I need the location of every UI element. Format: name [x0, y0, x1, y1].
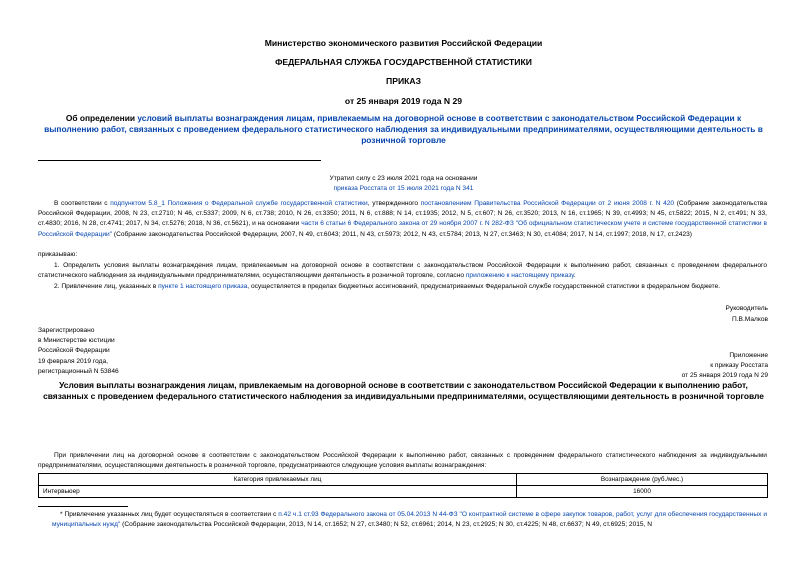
preamble-paragraph — [38, 199, 767, 240]
status-note-line1: Утратил силу с 23 июля 2021 года на основании — [329, 175, 478, 182]
signature-role: Руководитель — [725, 305, 768, 312]
registration-line-3: Российской Федерации — [38, 347, 110, 355]
document-title — [40, 113, 767, 146]
preamble-text-2: , утвержденного — [367, 200, 421, 207]
title-prefix: Об определении — [65, 113, 138, 123]
status-note-link[interactable]: приказа Росстата от 15 июля 2021 года N 341 — [333, 185, 474, 192]
item2-text: 2. Привлечение лиц, указанных в — [54, 283, 159, 290]
item1-link-appendix[interactable]: приложению к настоящему приказу — [465, 272, 574, 280]
item1-text: 1. Определить условия выплаты вознаграждения лицам, привлекаемым на договорной основе в соответствии с законодательством Российской Федерации к выполнению работ, связанных с проведением федерального статистического наблюдения за индивидуальными предпринимателями, осуществляющими деятельность в розничной торговле, согласно — [38, 262, 767, 280]
reward-table — [38, 473, 768, 498]
appendix-ref-line-2: к приказу Росстата — [710, 362, 768, 370]
registration-line-5: регистрационный N 53846 — [38, 367, 119, 375]
preamble-text-3: (Собрание законодательства Российской Федерации, 2008, N 23, ст.2710; N 46, ст.5337; 2009, N 6, ст.738; 2010, N 26, ст.3350; 2011, N 6, ст.888; N 14, ст.1935; 2012, N 5, ст.607; N 26, ст.3520; 2013, N 16, ст.1965; N 39, ст.4993; N 45, ст.5822; 2015, N 2, ст.491; N 33, ст.4830; 2016, N 28, ст.4741; 2017, N 34, ст.5276; 2018, N 36, ст.5621), и на основании — [38, 200, 768, 228]
footnote — [52, 510, 767, 530]
appendix-title: Условия выплаты вознаграждения лицам, привлекаемым на договорной основе в соответствии с законодательством Российской Федерации к выполнению работ, связанных с проведением федерального статистического наблюдения за индивидуальными предпринимателями, осуществляющими деятельность в розничной торговле — [43, 380, 764, 401]
item2-link-point1[interactable]: пункте 1 настоящего приказа — [158, 283, 248, 290]
doc-type-heading: ПРИКАЗ — [386, 76, 421, 86]
ministry-heading: Министерство экономического развития Российской Федерации — [264, 38, 543, 48]
preamble-link-regulation[interactable]: подпунктом 5.8_1 Положения о Федеральной службе государственной статистики — [110, 200, 368, 207]
doc-date-heading: от 25 января 2019 года N 29 — [344, 96, 463, 106]
footnote-text-2: (Собрание законодательства Российской Федерации, 2013, N 14, ст.1652; N 27, ст.3480; N 52, ст.6961; 2014, N 23, ст.2925; N 30, ст.4225; N 48, ст.6637; N 49, ст.6925; 2015, N — [120, 521, 653, 529]
item2-end: , осуществляется в пределах бюджетных ассигнований, предусматриваемых Федеральной службе государственной статистики в федеральном бюджете. — [247, 283, 721, 290]
footnote-rule — [38, 506, 128, 507]
appendix-ref-line-3: от 25 января 2019 года N 29 — [681, 372, 768, 380]
preamble-text-4: (Собрание законодательства Российской Федерации, 2007, N 49, ст.6043; 2011, N 43, ст.5973; 2012, N 43, ст.5784; 2013, N 27, ст.3463; N 30, ст.4084; 2017, N 14, ст.1997; 2018, N 17, ст.2423) — [112, 230, 693, 238]
footnote-mark: * — [60, 511, 63, 518]
registration-line-4: 19 февраля 2019 года, — [38, 357, 108, 365]
registration-line-2: в Министерстве юстиции — [38, 337, 115, 345]
appendix-intro: При привлечении лиц на договорной основе в соответствии с законодательством Российской Федерации к выполнению работ, связанных с проведением федерального статистического наблюдения за индивидуальными предпринимателями, осуществляющими деятельность в розничной торговле, предусматриваются следующие условия выплаты вознаграждения: — [38, 452, 767, 470]
table-cell-reward: 16000 — [517, 486, 768, 498]
preamble-link-federal-law[interactable]: части 6 статьи 6 Федерального закона от 29 ноября 2007 г. N 282-ФЗ "Об официальном статистическом учете и системе государственной статистики в Российской Федерации" — [38, 220, 767, 238]
item1-end: . — [573, 272, 576, 280]
table-header-row — [39, 474, 768, 486]
footnote-text-1: Привлечение указанных лиц будет осуществляться в соответствии с — [62, 511, 279, 518]
appendix-ref-line-1: Приложение — [729, 352, 768, 359]
table-header-category: Категория привлекаемых лиц — [39, 474, 517, 486]
registration-line-1: Зарегистрировано — [38, 327, 95, 334]
title-link[interactable]: условий выплаты вознаграждения лицам, привлекаемым на договорной основе в соответствии с законодательством Российской Федерации к выполнению работ, связанных с проведением федерального статистического наблюдения за индивидуальными предпринимателями, осуществляющими деятельность в розничной торговле — [44, 113, 763, 145]
table-cell-category: Интервьюер — [39, 486, 517, 498]
service-heading: ФЕДЕРАЛЬНАЯ СЛУЖБА ГОСУДАРСТВЕННОЙ СТАТИСТИКИ — [275, 57, 532, 67]
footnote-link-law[interactable]: п.42 ч.1 ст.93 Федерального закона от 05.04.2013 N 44-ФЗ "О контрактной системе в сфере закупок товаров, работ, услуг для обеспечения государственных и муниципальных нужд" — [52, 511, 768, 529]
registration-block — [38, 326, 119, 377]
table-row — [39, 486, 768, 498]
table-header-reward: Вознаграждение (руб./мес.) — [517, 474, 768, 486]
order-item-2 — [38, 282, 767, 292]
order-word: приказываю: — [38, 251, 78, 258]
separator-rule — [38, 160, 321, 161]
preamble-link-resolution[interactable]: постановлением Правительства Российской Федерации от 2 июня 2008 г. N 420 — [420, 200, 675, 207]
signature-name: П.В.Малков — [731, 316, 768, 323]
appendix-reference — [682, 351, 768, 382]
order-item-1 — [38, 261, 767, 281]
preamble-text-1: В соответствии с — [54, 200, 111, 207]
